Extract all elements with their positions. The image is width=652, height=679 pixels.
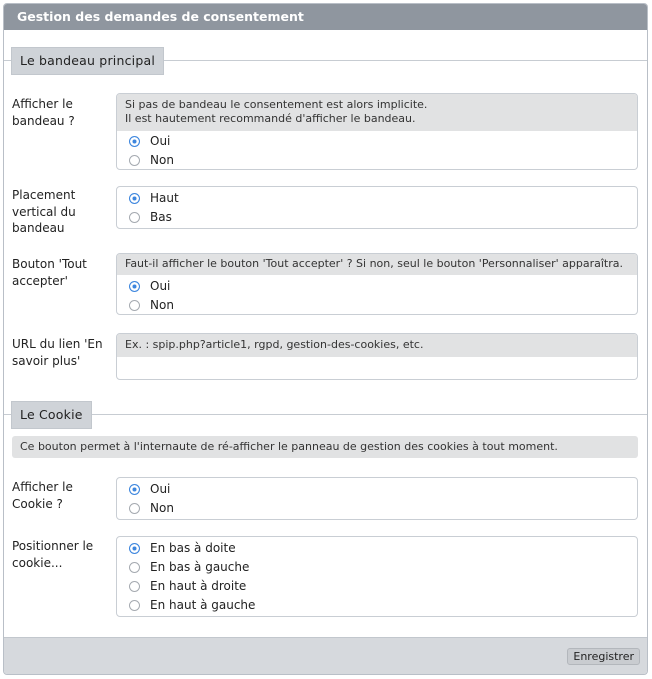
radio-selected-icon[interactable] [129, 484, 140, 495]
save-button[interactable]: Enregistrer [567, 648, 640, 665]
option-label: Oui [150, 279, 171, 293]
radio-unselected-icon[interactable] [129, 300, 140, 311]
accept-all-option-non[interactable] [117, 296, 637, 315]
option-label: En bas à gauche [150, 560, 250, 574]
accept-all-hint: Faut-il afficher le bouton 'Tout accepter' ? Si non, seul le bouton 'Personnaliser' apparaîtra. [117, 254, 637, 275]
option-label: Oui [150, 134, 171, 148]
cookie-position-label: Positionner le cookie... [12, 539, 94, 570]
radio-selected-icon[interactable] [129, 136, 140, 147]
radio-unselected-icon[interactable] [129, 562, 140, 573]
option-label: Non [150, 501, 174, 515]
radio-unselected-icon[interactable] [129, 212, 140, 223]
option-label: En haut à gauche [150, 598, 256, 612]
accept-all-option-oui[interactable] [117, 277, 637, 296]
panel-body [4, 30, 647, 642]
cookie-note: Ce bouton permet à l'internaute de ré-afficher le panneau de gestion des cookies à tout moment. [12, 436, 638, 458]
option-label: Non [150, 153, 174, 167]
learn-more-label: URL du lien 'En savoir plus' [12, 337, 103, 368]
banner-display-hint-line2: Il est hautement recommandé d'afficher le bandeau. [125, 112, 416, 125]
section-divider [4, 414, 647, 415]
banner-display-option-non[interactable] [117, 151, 637, 170]
cookie-position-option-bottom-right[interactable] [117, 539, 637, 558]
section-cookie-header [4, 401, 647, 429]
radio-selected-icon[interactable] [129, 281, 140, 292]
radio-unselected-icon[interactable] [129, 155, 140, 166]
cookie-position-field [116, 536, 638, 617]
cookie-position-option-bottom-left[interactable] [117, 558, 637, 577]
panel-footer [4, 637, 647, 674]
banner-display-field [116, 93, 638, 170]
learn-more-hint: Ex. : spip.php?article1, rgpd, gestion-des-cookies, etc. [117, 334, 637, 357]
accept-all-label: Bouton 'Tout accepter' [12, 257, 87, 288]
radio-unselected-icon[interactable] [129, 503, 140, 514]
option-label: Haut [150, 191, 179, 205]
banner-placement-field [116, 186, 638, 229]
section-banner-header [4, 47, 647, 75]
banner-display-option-oui[interactable] [117, 132, 637, 151]
option-label: Oui [150, 482, 171, 496]
cookie-display-option-non[interactable] [117, 499, 637, 518]
panel-title: Gestion des demandes de consentement [4, 4, 647, 30]
option-label: En bas à doite [150, 541, 236, 555]
learn-more-url-input[interactable] [117, 357, 637, 377]
consent-settings-panel [3, 3, 648, 675]
banner-display-hint [117, 94, 637, 131]
radio-selected-icon[interactable] [129, 193, 140, 204]
learn-more-field [116, 333, 638, 380]
option-label: En haut à droite [150, 579, 247, 593]
cookie-display-field [116, 477, 638, 520]
option-label: Bas [150, 210, 172, 224]
banner-placement-option-haut[interactable] [117, 189, 637, 208]
cookie-display-label: Afficher le Cookie ? [12, 480, 73, 511]
radio-selected-icon[interactable] [129, 543, 140, 554]
radio-unselected-icon[interactable] [129, 600, 140, 611]
accept-all-field [116, 253, 638, 315]
cookie-position-option-top-left[interactable] [117, 596, 637, 615]
banner-display-label: Afficher le bandeau ? [12, 97, 75, 128]
section-banner-legend: Le bandeau principal [11, 47, 164, 75]
cookie-display-option-oui[interactable] [117, 480, 637, 499]
cookie-position-option-top-right[interactable] [117, 577, 637, 596]
section-cookie-legend: Le Cookie [11, 401, 92, 429]
banner-placement-option-bas[interactable] [117, 208, 637, 227]
banner-display-hint-line1: Si pas de bandeau le consentement est alors implicite. [125, 98, 428, 111]
banner-placement-label: Placement vertical du bandeau [12, 188, 76, 235]
radio-unselected-icon[interactable] [129, 581, 140, 592]
option-label: Non [150, 298, 174, 312]
